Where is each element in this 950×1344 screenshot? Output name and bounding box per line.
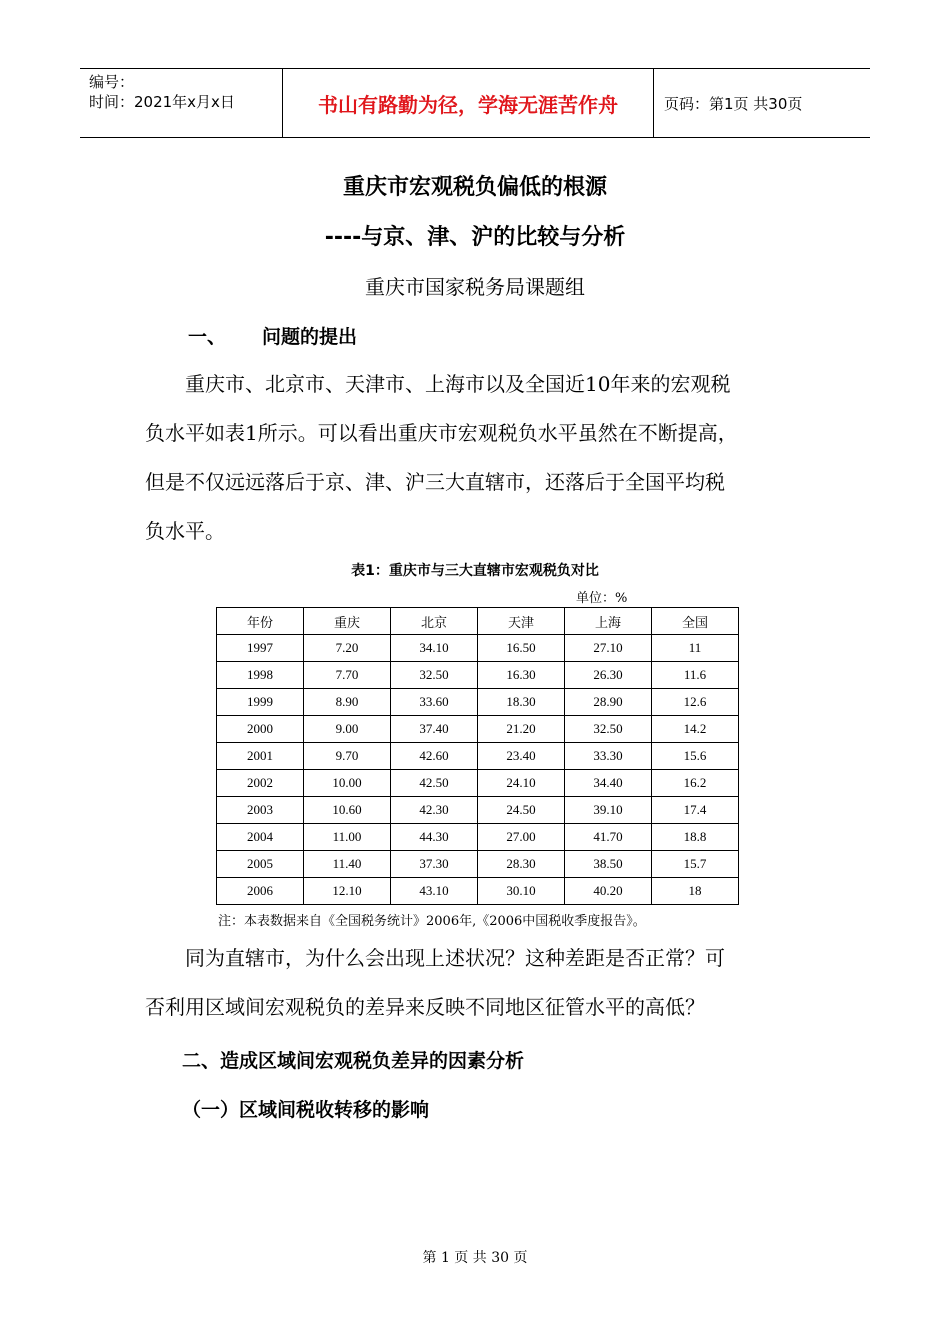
table-cell: 15.6 bbox=[652, 743, 739, 770]
tax-burden-table bbox=[216, 607, 739, 905]
table-cell: 42.50 bbox=[391, 770, 478, 797]
table-cell: 1998 bbox=[217, 662, 304, 689]
table-cell: 26.30 bbox=[565, 662, 652, 689]
header-page-info: 页码：第1页 共30页 bbox=[664, 94, 803, 113]
table-cell: 7.20 bbox=[304, 635, 391, 662]
table-cell: 10.00 bbox=[304, 770, 391, 797]
table-cell: 11.6 bbox=[652, 662, 739, 689]
table-cell: 1999 bbox=[217, 689, 304, 716]
section-number: 一、 bbox=[188, 326, 227, 348]
table-cell: 18 bbox=[652, 878, 739, 905]
table-cell: 33.60 bbox=[391, 689, 478, 716]
table-cell: 2002 bbox=[217, 770, 304, 797]
table-header-cell: 全国 bbox=[652, 608, 739, 635]
table-cell: 43.10 bbox=[391, 878, 478, 905]
table-row bbox=[217, 635, 739, 662]
table-cell: 38.50 bbox=[565, 851, 652, 878]
table-cell: 40.20 bbox=[565, 878, 652, 905]
table-cell: 2006 bbox=[217, 878, 304, 905]
table-header-cell: 天津 bbox=[478, 608, 565, 635]
table-cell: 41.70 bbox=[565, 824, 652, 851]
table-row bbox=[217, 797, 739, 824]
table-row bbox=[217, 851, 739, 878]
table-cell: 42.60 bbox=[391, 743, 478, 770]
table-cell: 2005 bbox=[217, 851, 304, 878]
time-label: 时间：2021年x月x日 bbox=[89, 93, 235, 111]
table-unit: 单位：% bbox=[576, 591, 628, 606]
table-cell: 21.20 bbox=[478, 716, 565, 743]
table-header-row bbox=[217, 608, 739, 635]
table-cell: 9.70 bbox=[304, 743, 391, 770]
table-cell: 10.60 bbox=[304, 797, 391, 824]
table-cell: 42.30 bbox=[391, 797, 478, 824]
table-cell: 30.10 bbox=[478, 878, 565, 905]
table-cell: 11.40 bbox=[304, 851, 391, 878]
table-cell: 27.00 bbox=[478, 824, 565, 851]
table-cell: 24.10 bbox=[478, 770, 565, 797]
table-cell: 39.10 bbox=[565, 797, 652, 824]
header-meta bbox=[80, 69, 282, 137]
table-cell: 16.2 bbox=[652, 770, 739, 797]
page-footer: 第 1 页 共 30 页 bbox=[422, 1250, 528, 1266]
subsection-heading-1: （一）区域间税收转移的影响 bbox=[182, 1099, 430, 1121]
table-note: 注：本表数据来自《全国税务统计》2006年,《2006中国税收季度报告》。 bbox=[218, 914, 646, 929]
table-cell: 28.30 bbox=[478, 851, 565, 878]
table-cell: 11.00 bbox=[304, 824, 391, 851]
table-cell: 12.10 bbox=[304, 878, 391, 905]
table-cell: 2003 bbox=[217, 797, 304, 824]
table-cell: 32.50 bbox=[565, 716, 652, 743]
paragraph-line: 负水平。 bbox=[145, 519, 225, 543]
table-header-cell: 北京 bbox=[391, 608, 478, 635]
table-cell: 9.00 bbox=[304, 716, 391, 743]
table-row bbox=[217, 743, 739, 770]
paragraph-2 bbox=[145, 934, 825, 1032]
table-cell: 11 bbox=[652, 635, 739, 662]
table-row bbox=[217, 878, 739, 905]
paragraph-1 bbox=[145, 360, 825, 556]
section-heading-1 bbox=[188, 322, 357, 349]
table-cell: 33.30 bbox=[565, 743, 652, 770]
paragraph-line: 负水平如表1所示。可以看出重庆市宏观税负水平虽然在不断提高， bbox=[145, 421, 738, 445]
header-motto: 书山有路勤为径，学海无涯苦作舟 bbox=[282, 69, 654, 137]
table-caption: 表1：重庆市与三大直辖市宏观税负对比 bbox=[351, 563, 599, 579]
table-row bbox=[217, 824, 739, 851]
table-cell: 16.50 bbox=[478, 635, 565, 662]
table-cell: 18.30 bbox=[478, 689, 565, 716]
table-cell: 16.30 bbox=[478, 662, 565, 689]
table-cell: 23.40 bbox=[478, 743, 565, 770]
table-cell: 2004 bbox=[217, 824, 304, 851]
section-heading-2: 二、造成区域间宏观税负差异的因素分析 bbox=[182, 1050, 525, 1072]
table-cell: 34.10 bbox=[391, 635, 478, 662]
paragraph-line: 但是不仅远远落后于京、津、沪三大直辖市，还落后于全国平均税 bbox=[145, 470, 725, 494]
paragraph-line: 否利用区域间宏观税负的差异来反映不同地区征管水平的高低？ bbox=[145, 995, 705, 1019]
table-cell: 15.7 bbox=[652, 851, 739, 878]
table-cell: 8.90 bbox=[304, 689, 391, 716]
document-author: 重庆市国家税务局课题组 bbox=[365, 275, 585, 299]
section-title: 问题的提出 bbox=[262, 326, 358, 348]
table-header-cell: 重庆 bbox=[304, 608, 391, 635]
table-cell: 7.70 bbox=[304, 662, 391, 689]
table-cell: 24.50 bbox=[478, 797, 565, 824]
table-row bbox=[217, 662, 739, 689]
table-cell: 12.6 bbox=[652, 689, 739, 716]
table-cell: 2000 bbox=[217, 716, 304, 743]
page-header bbox=[80, 68, 870, 138]
table-cell: 17.4 bbox=[652, 797, 739, 824]
table-cell: 2001 bbox=[217, 743, 304, 770]
table-cell: 1997 bbox=[217, 635, 304, 662]
table-cell: 14.2 bbox=[652, 716, 739, 743]
paragraph-line: 同为直辖市，为什么会出现上述状况？这种差距是否正常？可 bbox=[185, 946, 725, 970]
table-cell: 34.40 bbox=[565, 770, 652, 797]
document-title: 重庆市宏观税负偏低的根源 bbox=[342, 175, 607, 200]
table-header-cell: 上海 bbox=[565, 608, 652, 635]
table-cell: 27.10 bbox=[565, 635, 652, 662]
table-row bbox=[217, 770, 739, 797]
table-header-cell: 年份 bbox=[217, 608, 304, 635]
document-subtitle: ----与京、津、沪的比较与分析 bbox=[324, 225, 626, 250]
paragraph-line: 重庆市、北京市、天津市、上海市以及全国近10年来的宏观税 bbox=[185, 372, 731, 396]
table-cell: 37.30 bbox=[391, 851, 478, 878]
table-cell: 32.50 bbox=[391, 662, 478, 689]
table-cell: 37.40 bbox=[391, 716, 478, 743]
number-label: 编号： bbox=[89, 73, 135, 91]
table-row bbox=[217, 716, 739, 743]
table-cell: 28.90 bbox=[565, 689, 652, 716]
table-row bbox=[217, 689, 739, 716]
table-cell: 18.8 bbox=[652, 824, 739, 851]
table-cell: 44.30 bbox=[391, 824, 478, 851]
